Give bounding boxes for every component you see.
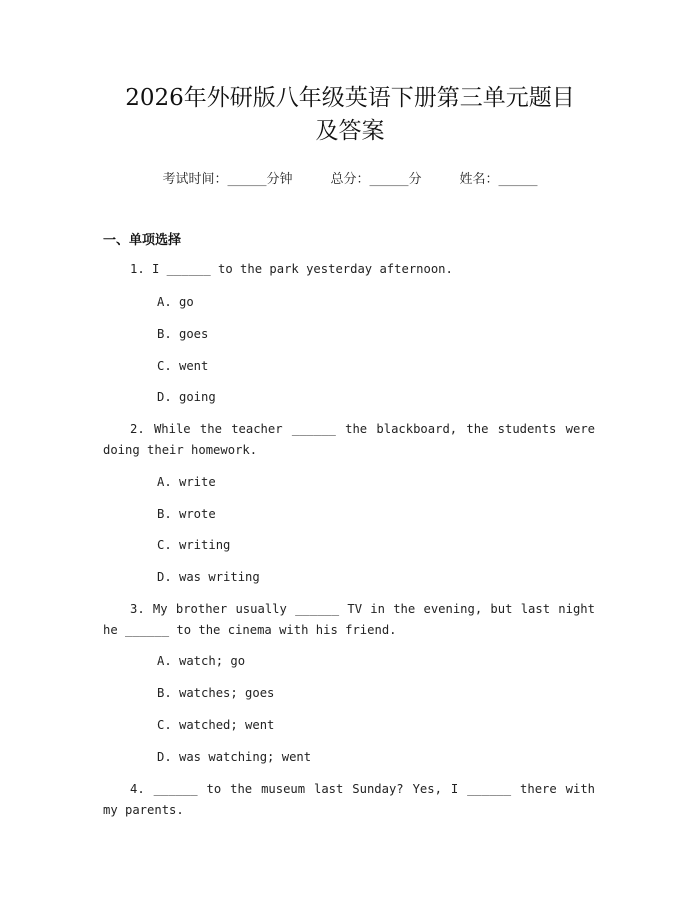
document-title — [90, 82, 610, 148]
question-1-option-a: A. go — [157, 295, 194, 309]
total-score: 总分：______分 — [330, 172, 422, 187]
question-2-option-c: C. writing — [157, 538, 231, 552]
question-3-option-a: A. watch; go — [157, 654, 246, 668]
question-4-text: 4. ______ to the museum last Sunday? Yes, I ______ there with my parents. — [103, 782, 595, 817]
question-1-option-c: C. went — [157, 359, 209, 373]
section-heading: 一、单项选择 — [103, 233, 182, 248]
title-line-2: 及答案 — [315, 118, 385, 144]
question-1-option-d: D. going — [157, 390, 216, 404]
question-3 — [103, 599, 595, 641]
question-3-text: 3. My brother usually ______ TV in the evening, but last night he ______ to the cinema with his friend. — [103, 602, 595, 637]
question-2-text: 2. While the teacher ______ the blackboard, the students were doing their homework. — [103, 422, 595, 457]
question-2-option-a: A. write — [157, 475, 216, 489]
question-1 — [103, 259, 595, 280]
question-2 — [103, 419, 595, 461]
exam-time: 考试时间：______分钟 — [162, 172, 293, 187]
question-4 — [103, 779, 595, 821]
title-line-1: 2026年外研版八年级英语下册第三单元题目 — [125, 85, 575, 111]
question-2-option-d: D. was writing — [157, 570, 260, 584]
exam-meta — [0, 168, 700, 187]
question-3-option-d: D. was watching; went — [157, 750, 312, 764]
student-name: 姓名：______ — [459, 172, 538, 187]
question-2-option-b: B. wrote — [157, 507, 216, 521]
question-3-option-c: C. watched; went — [157, 718, 275, 732]
question-3-option-b: B. watches; goes — [157, 686, 275, 700]
question-1-option-b: B. goes — [157, 327, 209, 341]
question-1-text: 1. I ______ to the park yesterday afternoon. — [130, 262, 453, 276]
